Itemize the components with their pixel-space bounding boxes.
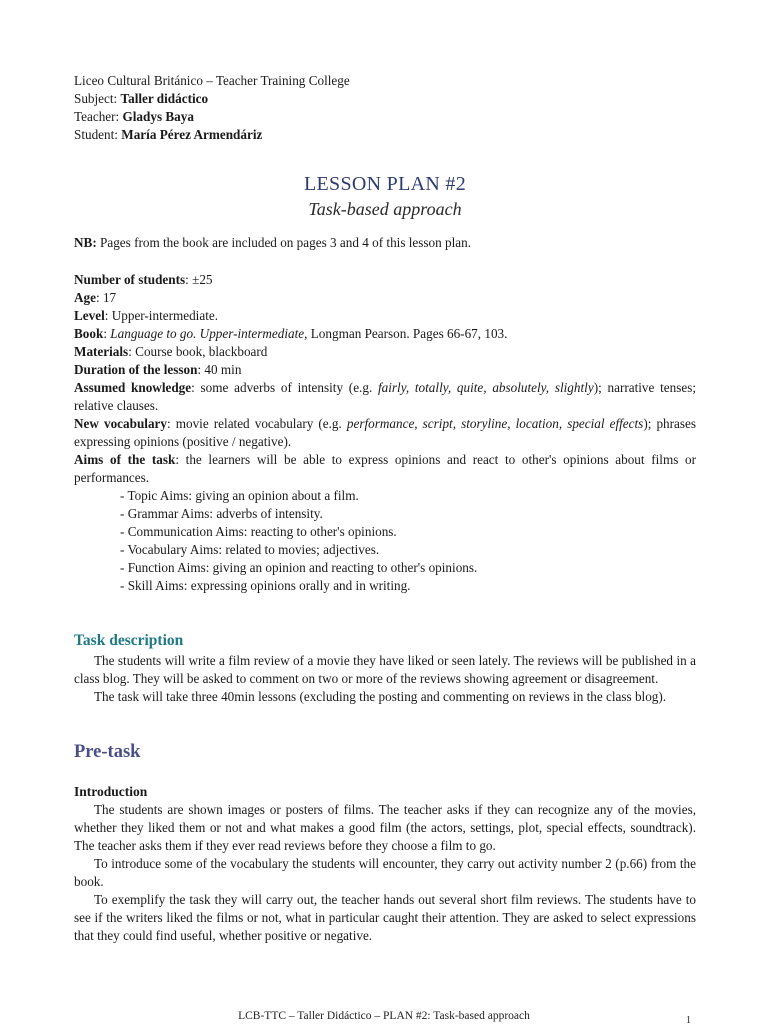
duration-value: : 40 min bbox=[197, 362, 242, 377]
students-value: : ±25 bbox=[185, 272, 213, 287]
introduction-heading: Introduction bbox=[74, 784, 148, 799]
aim-item: - Topic Aims: giving an opinion about a film. bbox=[120, 488, 359, 503]
book-sep: : bbox=[103, 326, 111, 341]
book-row bbox=[74, 325, 696, 343]
age-value: : 17 bbox=[95, 290, 117, 305]
aim-item: - Skill Aims: expressing opinions orally and in writing. bbox=[120, 578, 411, 593]
introduction-paragraph: The students are shown images or posters of films. The teacher asks if they can recognize any of the movies, whether they liked them or not and what makes a good film (the actors, settings, plot, special effects, soundtrack). The teacher asks them if they ever read reviews before they choose a film to go. bbox=[74, 802, 696, 853]
lesson-info bbox=[74, 271, 696, 595]
age-row bbox=[74, 289, 696, 307]
page-title: LESSON PLAN #2 bbox=[304, 173, 466, 195]
aims-label: Aims of the task bbox=[74, 452, 176, 467]
duration-label: Duration of the lesson bbox=[74, 362, 198, 377]
teacher-value: Gladys Baya bbox=[122, 109, 194, 124]
subject-line bbox=[74, 90, 696, 108]
materials-value: : Course book, blackboard bbox=[128, 344, 268, 359]
level-value: : Upper-intermediate. bbox=[104, 308, 219, 323]
subject-label: Subject: bbox=[74, 91, 118, 106]
pre-task-heading: Pre-task bbox=[74, 742, 141, 762]
vocab-post: ); phrases expressing opinions (positive / negative). bbox=[74, 416, 696, 449]
age-label: Age bbox=[74, 290, 96, 305]
page-subtitle: Task-based approach bbox=[308, 199, 462, 219]
nb-note bbox=[74, 234, 696, 252]
nb-label: NB: bbox=[74, 235, 97, 250]
aim-item: - Function Aims: giving an opinion and reacting to other's opinions. bbox=[120, 560, 478, 575]
student-label: Student: bbox=[74, 127, 118, 142]
aim-item: - Vocabulary Aims: related to movies; adjectives. bbox=[120, 542, 380, 557]
assumed-post: ); narrative tenses; relative clauses. bbox=[74, 380, 696, 413]
task-description-heading: Task description bbox=[74, 632, 184, 649]
new-vocabulary-row bbox=[74, 415, 696, 451]
students-label: Number of students bbox=[74, 272, 186, 287]
title-block bbox=[74, 171, 696, 221]
materials-label: Materials bbox=[74, 344, 129, 359]
nb-text: Pages from the book are included on pages 3 and 4 of this lesson plan. bbox=[96, 235, 472, 250]
vocab-label: New vocabulary bbox=[74, 416, 167, 431]
book-title: Language to go. Upper-intermediate bbox=[110, 326, 305, 341]
materials-row bbox=[74, 343, 696, 361]
introduction-paragraph: To introduce some of the vocabulary the students will encounter, they carry out activity number 2 (p.66) from the book. bbox=[74, 856, 696, 889]
vocab-examples: performance, script, storyline, location, special effects bbox=[346, 416, 644, 431]
introduction-paragraph: To exemplify the task they will carry out, the teacher hands out several short film reviews. The students have to see if the writers liked the films or not, what in particular caught their attention. They are asked to select expressions that they could find useful, whether positive or negative. bbox=[74, 892, 696, 943]
page-footer: LCB-TTC – Taller Didáctico – PLAN #2: Task-based approach bbox=[238, 1010, 530, 1022]
aim-item: - Communication Aims: reacting to other's opinions. bbox=[120, 524, 397, 539]
task-description-paragraph: The students will write a film review of a movie they have liked or seen lately. The reviews will be published in a class blog. They will be asked to comment on two or more of the reviews showing agreement or disagreement. bbox=[74, 653, 696, 686]
duration-row bbox=[74, 361, 696, 379]
document-page bbox=[74, 72, 696, 945]
level-label: Level bbox=[74, 308, 105, 323]
task-description-paragraph: The task will take three 40min lessons (excluding the posting and commenting on reviews in the class blog). bbox=[94, 689, 667, 704]
teacher-line bbox=[74, 108, 696, 126]
institution-line: Liceo Cultural Británico – Teacher Training College bbox=[74, 73, 350, 88]
assumed-examples: fairly, totally, quite, absolutely, slightly bbox=[378, 380, 594, 395]
book-label: Book bbox=[74, 326, 104, 341]
student-line bbox=[74, 126, 696, 144]
student-value: María Pérez Armendáriz bbox=[121, 127, 263, 142]
book-rest: , Longman Pearson. Pages 66-67, 103. bbox=[304, 326, 508, 341]
students-row bbox=[74, 271, 696, 289]
assumed-label: Assumed knowledge bbox=[74, 380, 192, 395]
vocab-pre: : movie related vocabulary (e.g. bbox=[167, 416, 347, 431]
aims-text: : the learners will be able to express opinions and react to other's opinions about films or performances. bbox=[74, 452, 696, 485]
subject-value: Taller didáctico bbox=[120, 91, 209, 106]
assumed-pre: : some adverbs of intensity (e.g. bbox=[191, 380, 378, 395]
aims-row bbox=[74, 451, 696, 487]
aims-list bbox=[74, 487, 696, 595]
assumed-knowledge-row bbox=[74, 379, 696, 415]
page-number: 1 bbox=[686, 1015, 691, 1026]
level-row bbox=[74, 307, 696, 325]
aim-item: - Grammar Aims: adverbs of intensity. bbox=[120, 506, 323, 521]
teacher-label: Teacher: bbox=[74, 109, 120, 124]
